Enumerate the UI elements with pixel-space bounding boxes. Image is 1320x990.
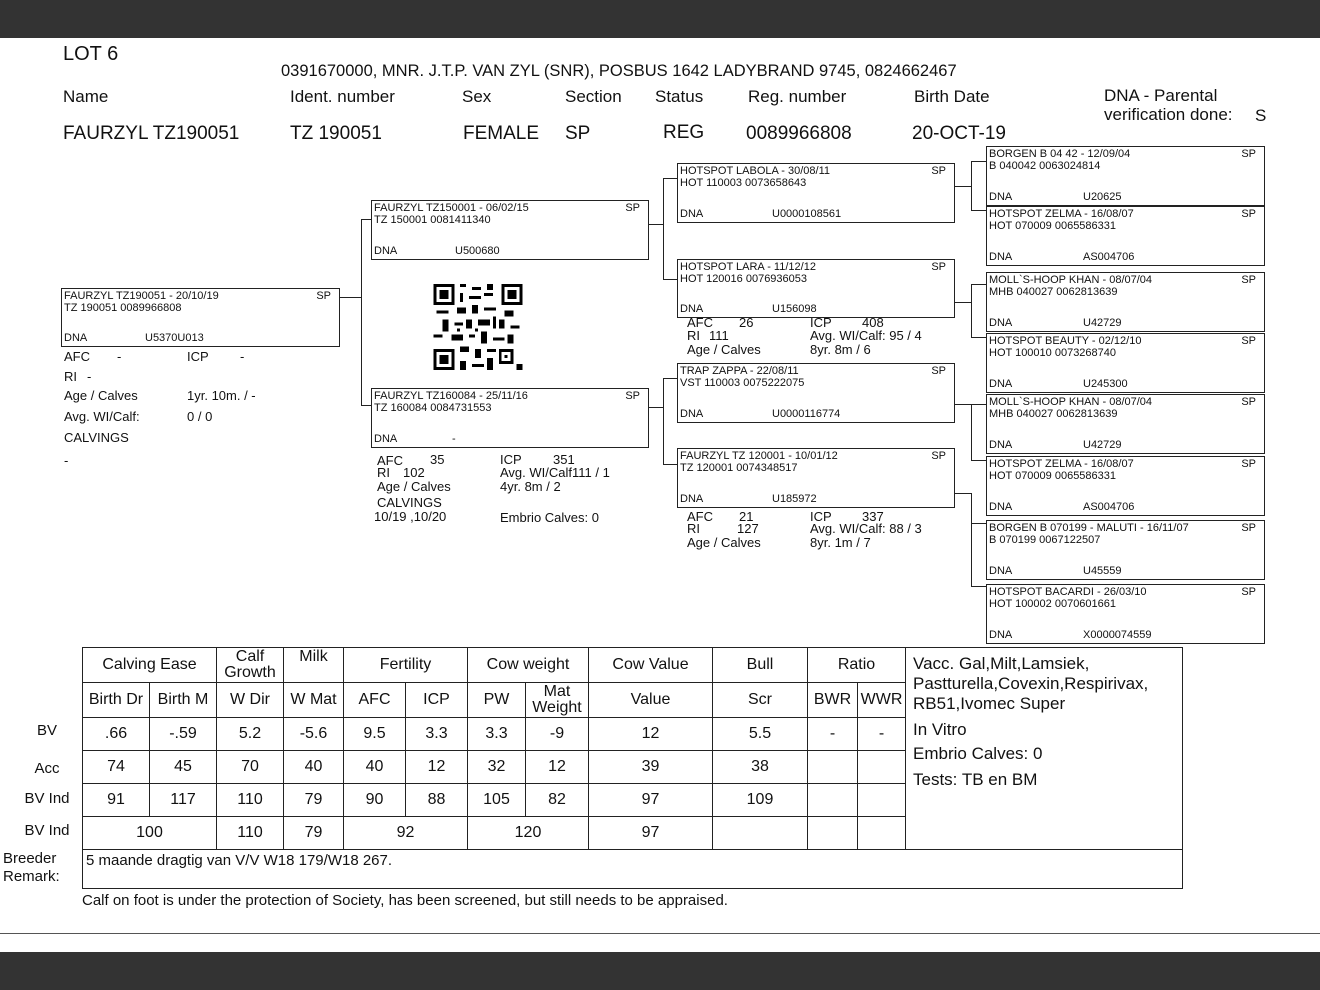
animal-dna-label: DNA	[64, 332, 88, 344]
sub-afc: AFC	[344, 683, 406, 718]
gp-section: SP	[931, 165, 946, 177]
bv-ind-cell: 82	[526, 784, 589, 817]
animal-dna: U5370U013	[145, 332, 204, 344]
bv-ind-group-cell: 110	[217, 817, 284, 850]
row-label-bv-ind: BV Ind	[24, 790, 70, 807]
dam-box	[371, 388, 649, 448]
ggp-dna: AS004706	[1083, 501, 1135, 513]
hdr-fertility: Fertility	[344, 648, 468, 683]
gp-dna: U0000108561	[772, 208, 842, 220]
remark-label-2: Remark:	[3, 868, 60, 885]
gp-title: HOTSPOT LABOLA - 30/08/11	[680, 165, 830, 177]
gp-ident: HOT 110003 0073658643	[680, 177, 807, 189]
name-value: FAURZYL TZ190051	[63, 123, 240, 144]
sub-birth-m: Birth M	[150, 683, 217, 718]
notes-line: Vacc. Gal,Milt,Lamsiek,	[913, 654, 1090, 673]
bv-ind-cell: 117	[150, 784, 217, 817]
bv-ind-group-cell: 92	[344, 817, 468, 850]
ident-value: TZ 190051	[290, 123, 382, 144]
gp-icp-label: ICP	[810, 509, 832, 524]
great-grandparent-box	[986, 272, 1265, 332]
hdr-cow-weight: Cow weight	[468, 648, 589, 683]
ggp-dna-label: DNA	[989, 565, 1013, 577]
sire-box	[371, 200, 649, 260]
ggp-dna: U245300	[1083, 378, 1128, 390]
footer-rule	[0, 933, 1320, 934]
grandparent-box	[677, 163, 955, 223]
sub-wwr: WWR	[858, 683, 906, 718]
grandparent-box	[677, 448, 955, 508]
ggp-dna-label: DNA	[989, 629, 1013, 641]
bv-cell: 5.2	[217, 718, 284, 751]
ggp-ident: HOT 100010 0073268740	[989, 347, 1117, 359]
bv-ind-cell: 109	[713, 784, 808, 817]
bv-cell: 12	[589, 718, 713, 751]
notes-line: RB51,Ivomec Super	[913, 694, 1066, 713]
sub-icp: ICP	[406, 683, 468, 718]
birth-value: 20-OCT-19	[912, 123, 1006, 144]
ggp-dna-label: DNA	[989, 251, 1013, 263]
bv-ind-cell: 90	[344, 784, 406, 817]
great-grandparent-box	[986, 456, 1265, 516]
dam-title: FAURZYL TZ160084 - 25/11/16	[374, 390, 528, 402]
notes-line: Embrio Calves: 0	[913, 744, 1043, 763]
ggp-dna: U45559	[1083, 565, 1122, 577]
dna-value: S	[1255, 106, 1267, 125]
grandparent-box	[677, 259, 955, 318]
row-label-bv: BV	[36, 722, 57, 739]
dna-label-1: DNA - Parental	[1104, 86, 1218, 105]
sub-w-mat: W Mat	[284, 683, 344, 718]
bv-ind-cell: 91	[83, 784, 150, 817]
bv-ind-group-cell: 100	[83, 817, 217, 850]
gp-ident: HOT 120016 0076936053	[680, 273, 808, 285]
section-value: SP	[565, 123, 591, 144]
ggp-dna: U42729	[1083, 317, 1122, 329]
ggp-ident: B 040042 0063024814	[989, 160, 1101, 172]
bv-cell: 5.5	[713, 718, 808, 751]
sub-value: Value	[589, 683, 713, 718]
top-bar	[0, 0, 1320, 38]
dna-label-2: verification done:	[1104, 105, 1233, 124]
gp-wi: Avg. WI/Calf: 95 / 4	[810, 328, 922, 343]
bv-ind-cell: 105	[468, 784, 526, 817]
reg-value: 0089966808	[746, 123, 852, 144]
dam-ri: 102	[403, 465, 425, 480]
sire-ident: TZ 150001 0081411340	[374, 214, 491, 226]
gp-ident: VST 110003 0075222075	[680, 377, 805, 389]
bv-ind-cell: 97	[589, 784, 713, 817]
dam-age: 4yr. 8m / 2	[500, 479, 561, 494]
acc-cell: 38	[713, 751, 808, 784]
ident-label: Ident. number	[290, 87, 395, 106]
animal-icp-label: ICP	[187, 349, 209, 364]
ggp-section: SP	[1241, 458, 1256, 470]
bv-cell: 3.3	[468, 718, 526, 751]
gp-dna: U156098	[772, 303, 817, 315]
animal-age-label: Age / Calves	[64, 388, 138, 403]
status-value: REG	[663, 122, 705, 143]
dam-ident: TZ 160084 0084731553	[374, 402, 492, 414]
dam-section: SP	[625, 390, 640, 402]
dam-ri-label: RI	[377, 465, 390, 480]
bv-ind-group-cell: 97	[589, 817, 713, 850]
sub-scr: Scr	[713, 683, 808, 718]
animal-ident: TZ 190051 0089966808	[64, 302, 182, 314]
animal-ri: -	[87, 369, 92, 384]
dam-icp: 351	[553, 452, 575, 467]
sire-section: SP	[625, 202, 640, 214]
animal-wi-label: Avg. WI/Calf:	[64, 409, 140, 424]
animal-section: SP	[316, 290, 331, 302]
acc-cell: 32	[468, 751, 526, 784]
ggp-dna: U42729	[1083, 439, 1122, 451]
sex-label: Sex	[462, 87, 492, 106]
bv-cell: .66	[83, 718, 150, 751]
dam-dna: -	[452, 433, 456, 445]
breeding-values-table	[82, 647, 1183, 889]
ggp-section: SP	[1241, 335, 1256, 347]
great-grandparent-box	[986, 584, 1265, 644]
birth-label: Birth Date	[914, 87, 990, 106]
gp-dna: U0000116774	[772, 408, 841, 420]
dam-icp-label: ICP	[500, 452, 522, 467]
ggp-section: SP	[1241, 274, 1256, 286]
acc-cell: 45	[150, 751, 217, 784]
great-grandparent-box	[986, 146, 1265, 206]
ggp-ident: HOT 100002 0070601661	[989, 598, 1117, 610]
sex-value: FEMALE	[463, 123, 540, 144]
gp-dna-label: DNA	[680, 208, 704, 220]
animal-ri-label: RI	[64, 369, 77, 384]
notes-line: Pastturella,Covexin,Respirivax,	[913, 674, 1149, 693]
animal-age: 1yr. 10m. / -	[187, 388, 256, 403]
ggp-title: BORGEN B 04 42 - 12/09/04	[989, 148, 1131, 160]
animal-afc: -	[117, 349, 122, 364]
animal-box	[61, 288, 340, 347]
bv-cell: -5.6	[284, 718, 344, 751]
gp-age: 8yr. 8m / 6	[810, 342, 871, 357]
animal-wi: 0 / 0	[187, 409, 213, 424]
gp-dna-label: DNA	[680, 303, 704, 315]
gp-afc-label: AFC	[687, 509, 713, 524]
ggp-dna-label: DNA	[989, 191, 1013, 203]
bv-ind-group-cell: 120	[468, 817, 589, 850]
bottom-bar	[0, 952, 1320, 990]
sub-bwr: BWR	[808, 683, 858, 718]
sire-dna: U500680	[455, 245, 500, 257]
bv-ind-group-cell	[713, 817, 808, 850]
ggp-section: SP	[1241, 586, 1256, 598]
great-grandparent-box	[986, 394, 1265, 454]
gp-ident: TZ 120001 0074348517	[680, 462, 798, 474]
acc-cell: 40	[284, 751, 344, 784]
gp-afc: 21	[739, 509, 754, 524]
ggp-title: MOLL`S-HOOP KHAN - 08/07/04	[989, 274, 1153, 286]
hdr-ratio: Ratio	[808, 648, 906, 683]
animal-icp: -	[240, 349, 245, 364]
owner-line: 0391670000, MNR. J.T.P. VAN ZYL (SNR), POSBUS 1642 LADYBRAND 9745, 0824662467	[281, 62, 957, 80]
sub-pw: PW	[468, 683, 526, 718]
acc-cell: 12	[526, 751, 589, 784]
notes-cell	[906, 648, 1183, 850]
acc-cell: 39	[589, 751, 713, 784]
acc-cell	[808, 751, 858, 784]
animal-afc-label: AFC	[64, 349, 90, 364]
row-label-acc: Acc	[34, 760, 60, 777]
name-label: Name	[63, 87, 109, 106]
dam-calvings-label: CALVINGS	[377, 495, 442, 510]
gp-age: 8yr. 1m / 7	[810, 535, 871, 550]
dam-calvings: 10/19 ,10/20	[374, 509, 447, 524]
hdr-cow-value: Cow Value	[589, 648, 713, 683]
ggp-section: SP	[1241, 396, 1256, 408]
gp-afc: 26	[739, 315, 754, 330]
bv-cell: -	[808, 718, 858, 751]
bv-ind-cell: 88	[406, 784, 468, 817]
bv-ind-cell: 110	[217, 784, 284, 817]
gp-dna-label: DNA	[680, 408, 704, 420]
status-label: Status	[655, 87, 704, 106]
animal-calvings: -	[64, 453, 69, 468]
sire-dna-label: DNA	[374, 245, 398, 257]
row-label-bv-ind-2: BV Ind	[24, 822, 70, 839]
notes-line: In Vitro	[913, 720, 967, 739]
gp-afc-label: AFC	[687, 315, 713, 330]
ggp-dna-label: DNA	[989, 378, 1013, 390]
section-label: Section	[565, 87, 622, 106]
bv-ind-cell	[858, 784, 906, 817]
gp-title: TRAP ZAPPA - 22/08/11	[680, 365, 799, 377]
dam-dna-label: DNA	[374, 433, 398, 445]
gp-section: SP	[931, 365, 946, 377]
bv-ind-group-cell	[808, 817, 858, 850]
ggp-dna-label: DNA	[989, 439, 1013, 451]
bv-ind-group-cell	[858, 817, 906, 850]
bv-cell: 3.3	[406, 718, 468, 751]
ggp-dna: X0000074559	[1083, 629, 1152, 641]
ggp-ident: MHB 040027 0062813639	[989, 408, 1118, 420]
dam-afc: 35	[430, 452, 445, 467]
ggp-dna: U20625	[1083, 191, 1122, 203]
ggp-section: SP	[1241, 148, 1256, 160]
sub-mat-weight: Mat Weight	[526, 683, 589, 718]
ggp-section: SP	[1241, 522, 1256, 534]
acc-cell	[858, 751, 906, 784]
gp-icp-label: ICP	[810, 315, 832, 330]
gp-icp: 408	[862, 315, 884, 330]
great-grandparent-box	[986, 333, 1265, 393]
sub-birth-dr: Birth Dr	[83, 683, 150, 718]
qr-code	[433, 284, 523, 370]
gp-ri-label: RI	[687, 328, 700, 343]
ggp-ident: HOT 070009 0065586331	[989, 220, 1117, 232]
grandparent-box	[677, 363, 955, 423]
gp-age-label: Age / Calves	[687, 342, 761, 357]
ggp-ident: HOT 070009 0065586331	[989, 470, 1117, 482]
bv-ind-cell: 79	[284, 784, 344, 817]
ggp-ident: MHB 040027 0062813639	[989, 286, 1118, 298]
acc-cell: 40	[344, 751, 406, 784]
gp-age-label: Age / Calves	[687, 535, 761, 550]
sire-title: FAURZYL TZ150001 - 06/02/15	[374, 202, 529, 214]
notes-line: Tests: TB en BM	[913, 770, 1038, 789]
ggp-section: SP	[1241, 208, 1256, 220]
acc-cell: 70	[217, 751, 284, 784]
footer-note: Calf on foot is under the protection of Society, has been screened, but still needs to be appraised.	[82, 892, 728, 909]
sub-w-dir: W Dir	[217, 683, 284, 718]
hdr-calf-growth: Calf Growth	[217, 648, 284, 683]
gp-wi: Avg. WI/Calf: 88 / 3	[810, 521, 922, 536]
gp-section: SP	[931, 261, 946, 273]
ggp-dna-label: DNA	[989, 501, 1013, 513]
gp-ri: 127	[737, 521, 759, 536]
gp-ri-label: RI	[687, 521, 700, 536]
ggp-title: BORGEN B 070199 - MALUTI - 16/11/07	[989, 522, 1189, 534]
bv-cell: 9.5	[344, 718, 406, 751]
gp-icp: 337	[862, 509, 884, 524]
lot-number: LOT 6	[63, 43, 119, 65]
bv-cell: -.59	[150, 718, 217, 751]
gp-dna: U185972	[772, 493, 817, 505]
gp-dna-label: DNA	[680, 493, 704, 505]
gp-title: FAURZYL TZ 120001 - 10/01/12	[680, 450, 838, 462]
ggp-title: MOLL`S-HOOP KHAN - 08/07/04	[989, 396, 1153, 408]
hdr-bull: Bull	[713, 648, 808, 683]
gp-title: HOTSPOT LARA - 11/12/12	[680, 261, 816, 273]
hdr-milk: Milk	[284, 648, 344, 683]
dam-age-label: Age / Calves	[377, 479, 451, 494]
remark-label-1: Breeder	[3, 850, 57, 867]
ggp-dna: AS004706	[1083, 251, 1135, 263]
bv-cell: -	[858, 718, 906, 751]
reg-label: Reg. number	[748, 87, 847, 106]
great-grandparent-box	[986, 206, 1265, 266]
animal-title: FAURZYL TZ190051 - 20/10/19	[64, 290, 219, 302]
bv-cell: -9	[526, 718, 589, 751]
gp-section: SP	[931, 450, 946, 462]
hdr-calving-ease: Calving Ease	[83, 648, 217, 683]
ggp-title: HOTSPOT BEAUTY - 02/12/10	[989, 335, 1142, 347]
dam-wi: Avg. WI/Calf111 / 1	[500, 465, 610, 480]
acc-cell: 12	[406, 751, 468, 784]
animal-calvings-label: CALVINGS	[64, 430, 129, 445]
ggp-ident: B 070199 0067122507	[989, 534, 1101, 546]
ggp-title: HOTSPOT ZELMA - 16/08/07	[989, 208, 1134, 220]
gp-ri: 111	[709, 328, 729, 343]
ggp-title: HOTSPOT BACARDI - 26/03/10	[989, 586, 1147, 598]
ggp-dna-label: DNA	[989, 317, 1013, 329]
dam-embrio: Embrio Calves: 0	[500, 510, 599, 525]
dam-afc-label: AFC	[377, 453, 403, 468]
ggp-title: HOTSPOT ZELMA - 16/08/07	[989, 458, 1134, 470]
bv-ind-cell	[808, 784, 858, 817]
bv-ind-group-cell: 79	[284, 817, 344, 850]
breeder-remark: 5 maande dragtig van V/V W18 179/W18 267.	[83, 850, 1183, 889]
acc-cell: 74	[83, 751, 150, 784]
great-grandparent-box	[986, 520, 1265, 580]
